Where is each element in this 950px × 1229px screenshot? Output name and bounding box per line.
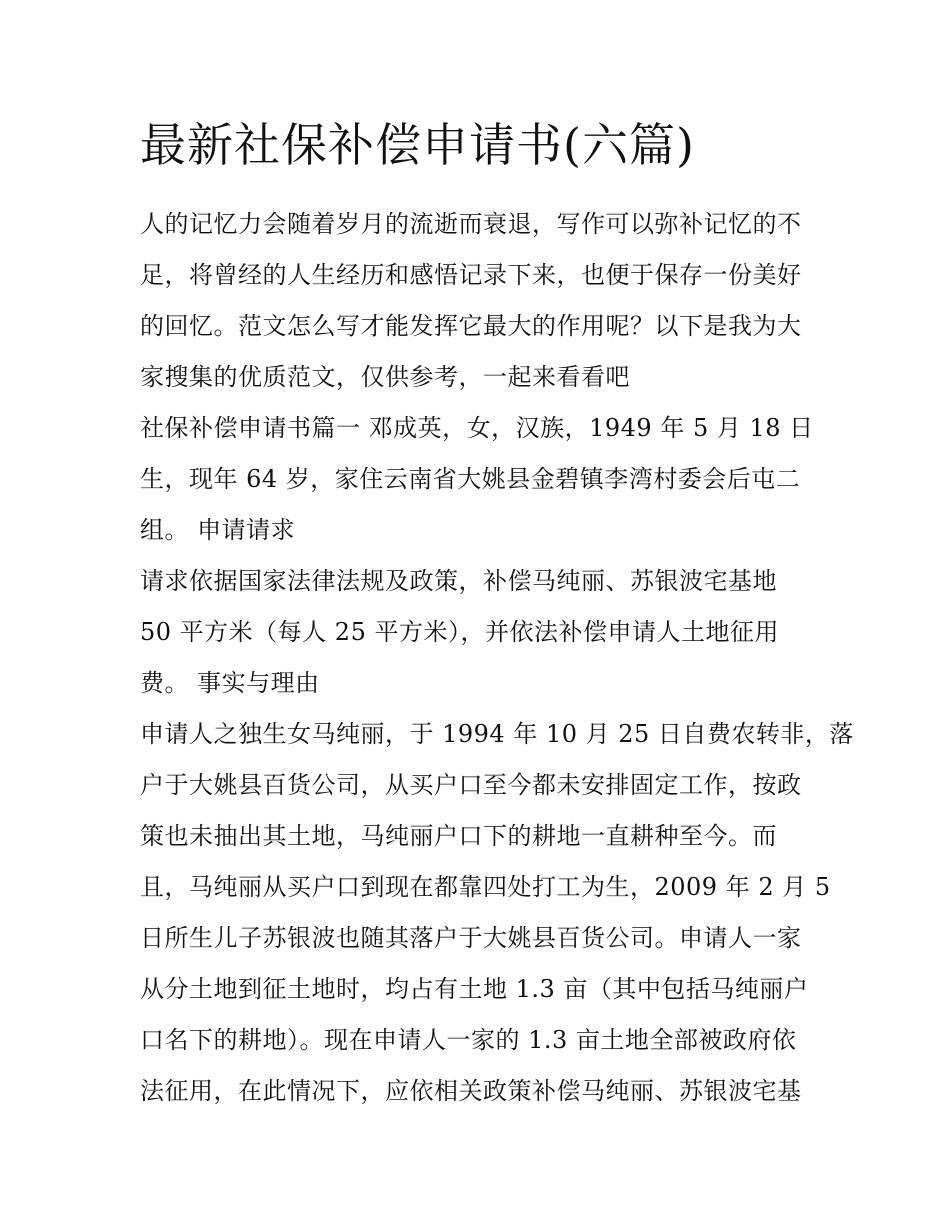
text-line: 人的记忆力会随着岁月的流逝而衰退，写作可以弥补记忆的不 bbox=[140, 210, 802, 238]
text-line: 且，马纯丽从买户口到现在都靠四处打工为生，2009 年 2 月 5 bbox=[140, 873, 831, 901]
text-line: 50 平方米（每人 25 平方米），并依法补偿申请人土地征用 bbox=[140, 618, 779, 646]
text-line: 策也未抽出其土地，马纯丽户口下的耕地一直耕种至今。而 bbox=[140, 822, 777, 850]
text-line: 申请人之独生女马纯丽，于 1994 年 10 月 25 日自费农转非，落 bbox=[140, 720, 854, 748]
text-line: 户于大姚县百货公司，从买户口至今都未安排固定工作，按政 bbox=[140, 771, 802, 799]
text-line: 费。 事实与理由 bbox=[140, 669, 320, 697]
text-line: 请求依据国家法律法规及政策，补偿马纯丽、苏银波宅基地 bbox=[140, 567, 777, 595]
text-line: 法征用，在此情况下，应依相关政策补偿马纯丽、苏银波宅基 bbox=[140, 1077, 802, 1105]
text-line: 足，将曾经的人生经历和感悟记录下来，也便于保存一份美好 bbox=[140, 261, 802, 289]
text-line: 家搜集的优质范文，仅供参考，一起来看看吧 bbox=[140, 363, 630, 391]
text-line: 的回忆。范文怎么写才能发挥它最大的作用呢？以下是我为大 bbox=[140, 312, 802, 340]
text-line: 组。 申请请求 bbox=[140, 516, 296, 544]
text-line: 口名下的耕地）。现在申请人一家的 1.3 亩土地全部被政府依 bbox=[140, 1026, 797, 1054]
text-line: 社保补偿申请书篇一 邓成英，女，汉族，1949 年 5 月 18 日 bbox=[140, 414, 814, 442]
text-line: 日所生儿子苏银波也随其落户于大姚县百货公司。申请人一家 bbox=[140, 924, 802, 952]
document-title: 最新社保补偿申请书(六篇) bbox=[140, 118, 695, 172]
document-body bbox=[140, 199, 854, 1117]
text-line: 生，现年 64 岁，家住云南省大姚县金碧镇李湾村委会后屯二 bbox=[140, 465, 801, 493]
text-line: 从分土地到征土地时，均占有土地 1.3 亩（其中包括马纯丽户 bbox=[140, 975, 809, 1003]
